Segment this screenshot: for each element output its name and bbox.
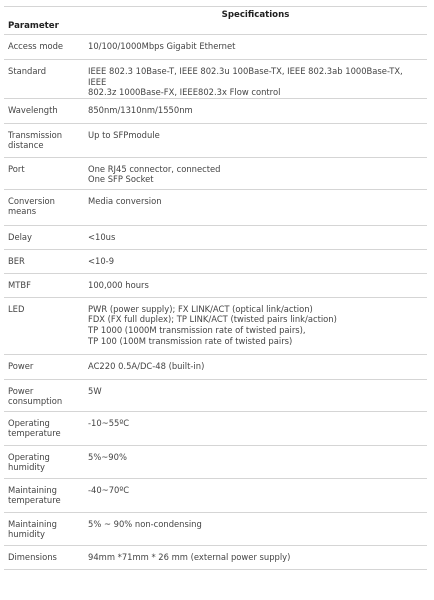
parameter-text: distance [8, 140, 44, 151]
parameter-text: consumption [8, 396, 63, 407]
parameter-cell [4, 225, 84, 249]
parameter-cell [4, 512, 84, 545]
table-row [4, 411, 427, 445]
value-text: <10-9 [88, 255, 115, 266]
value-text: FDX (FX full duplex); TP LINK/ACT (twisted pairs link/action) [88, 314, 337, 325]
value-text: -10~55ºC [88, 417, 130, 428]
parameter-text: Port [8, 163, 25, 174]
value-cell [84, 60, 427, 99]
parameter-cell [4, 545, 84, 569]
value-text: IEEE 802.3 10Base-T, IEEE 802.3u 100Base-TX, IEEE 802.3ab 1000Base-TX, IEEE [88, 66, 403, 87]
parameter-cell [4, 411, 84, 445]
table-row [4, 445, 427, 478]
parameter-text: humidity [8, 462, 45, 473]
value-text: TP 100 (100M transmission rate of twisted pairs) [88, 335, 293, 346]
value-text: 850nm/1310nm/1550nm [88, 104, 193, 115]
table-row [4, 98, 427, 123]
table-row [4, 123, 427, 157]
parameter-text: Operating [8, 451, 50, 462]
value-cell [84, 545, 427, 569]
parameter-cell [4, 98, 84, 123]
parameter-cell [4, 445, 84, 478]
value-cell [84, 379, 427, 411]
table-row [4, 249, 427, 273]
value-cell [84, 35, 427, 60]
value-cell [84, 354, 427, 379]
parameter-cell [4, 123, 84, 157]
table-row [4, 60, 427, 99]
value-text: <10us [88, 231, 116, 242]
value-text: 802.3z 1000Base-FX, IEEE802.3x Flow control [88, 87, 281, 98]
value-cell [84, 249, 427, 273]
parameter-cell [4, 157, 84, 189]
value-cell [84, 512, 427, 545]
parameter-cell [4, 249, 84, 273]
table-row [4, 273, 427, 297]
parameter-cell [4, 354, 84, 379]
value-cell [84, 189, 427, 225]
value-text: -40~70ºC [88, 484, 130, 495]
parameter-text: Power [8, 385, 34, 396]
parameter-text: Access mode [8, 41, 64, 51]
parameter-text: means [8, 206, 37, 217]
parameter-text: Operating [8, 417, 50, 428]
parameter-text: LED [8, 303, 25, 314]
parameter-text: Maintaining [8, 484, 57, 495]
table-row [4, 354, 427, 379]
value-cell [84, 225, 427, 249]
parameter-cell [4, 35, 84, 60]
value-cell [84, 297, 427, 354]
table-row [4, 157, 427, 189]
value-text: AC220 0.5A/DC-48 (built-in) [88, 360, 205, 371]
table-row [4, 297, 427, 354]
value-text: PWR (power supply); FX LINK/ACT (optical link/action) [88, 303, 313, 314]
parameter-text: Conversion [8, 195, 55, 206]
parameter-text: temperature [8, 495, 61, 506]
parameter-text: humidity [8, 529, 45, 540]
value-text: Media conversion [88, 195, 162, 206]
table-header-row [4, 7, 427, 35]
table-row [4, 189, 427, 225]
value-cell [84, 478, 427, 512]
parameter-cell [4, 189, 84, 225]
specifications-table [4, 6, 427, 570]
parameter-text: Maintaining [8, 518, 57, 529]
parameter-text: Delay [8, 231, 33, 242]
table-row [4, 379, 427, 411]
value-cell [84, 157, 427, 189]
parameter-text: BER [8, 255, 25, 266]
parameter-cell [4, 60, 84, 99]
parameter-text: temperature [8, 428, 61, 439]
table-row [4, 35, 427, 60]
value-cell [84, 123, 427, 157]
value-text: 10/100/1000Mbps Gigabit Ethernet [88, 41, 236, 51]
parameter-cell [4, 297, 84, 354]
table-row [4, 225, 427, 249]
value-cell [84, 445, 427, 478]
specifications-column-header: Specifications [84, 7, 427, 35]
table-row [4, 545, 427, 569]
value-text: Up to SFPmodule [88, 129, 160, 140]
parameter-text: Wavelength [8, 104, 58, 115]
table-row [4, 512, 427, 545]
parameter-column-header: Parameter [4, 7, 84, 35]
value-text: One SFP Socket [88, 174, 154, 185]
value-text: 100,000 hours [88, 279, 149, 290]
value-cell [84, 98, 427, 123]
value-cell [84, 273, 427, 297]
value-text: TP 1000 (1000M transmission rate of twisted pairs), [88, 324, 306, 335]
table-row [4, 478, 427, 512]
value-text: 94mm *71mm * 26 mm (external power supply) [88, 551, 291, 562]
parameter-text: Transmission [8, 129, 63, 140]
parameter-text: Power [8, 360, 34, 371]
parameter-text: MTBF [8, 279, 31, 290]
parameter-cell [4, 478, 84, 512]
parameter-text: Dimensions [8, 551, 57, 562]
value-text: 5W [88, 385, 102, 396]
value-cell [84, 411, 427, 445]
parameter-cell [4, 273, 84, 297]
value-text: 5%~90% [88, 451, 127, 462]
value-text: One RJ45 connector, connected [88, 163, 221, 174]
parameter-text: Standard [8, 66, 47, 76]
parameter-cell [4, 379, 84, 411]
value-text: 5% ~ 90% non-condensing [88, 518, 202, 529]
